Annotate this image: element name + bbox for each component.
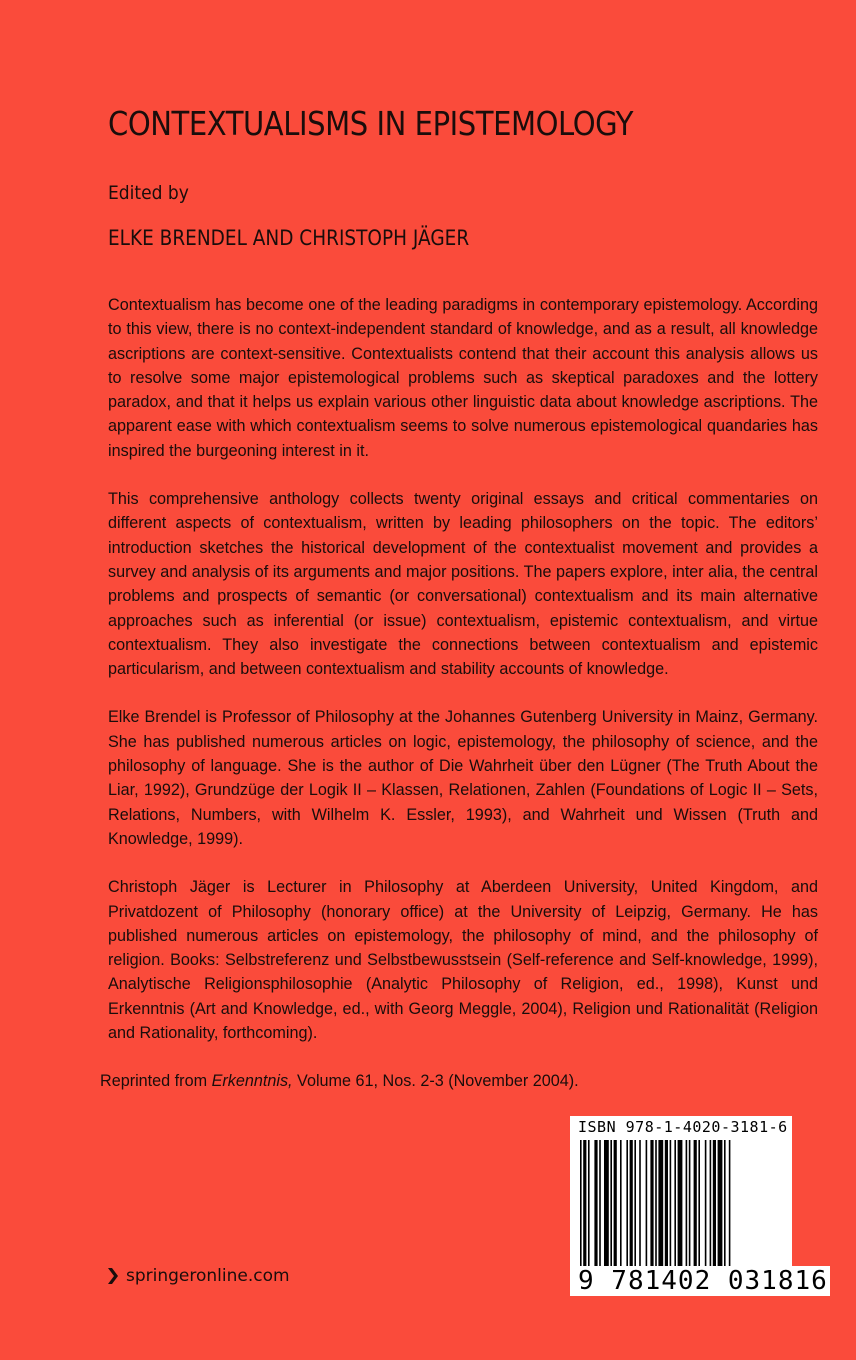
barcode-bar bbox=[674, 1140, 676, 1270]
barcode-bar bbox=[639, 1140, 641, 1270]
barcode-bar bbox=[694, 1140, 697, 1270]
blurb-body bbox=[108, 293, 818, 1069]
bio-paragraph-brendel: Elke Brendel is Professor of Philosophy at the Johannes Gutenberg University in Mainz, Germany. She has published numerous articles on logic, epistemology, the philosophy of science, and the philosophy of language. She is the author of Die Wahrheit über den Lügner (The Truth About the Liar, 1992), Grundzüge der Logik II – Klassen, Relationen, Zahlen (Foundations of Logic II – Sets, Relations, Numbers, with Wilhelm K. Essler, 1993), and Wahrheit und Wissen (Truth and Knowledge, 1999). bbox=[108, 708, 818, 848]
isbn-barcode bbox=[570, 1116, 828, 1296]
reprint-prefix: Reprinted from bbox=[100, 1072, 212, 1090]
barcode-bar bbox=[689, 1140, 691, 1270]
barcode-bar bbox=[630, 1140, 633, 1270]
ean-digits: 9 781402 031816 bbox=[578, 1266, 828, 1296]
edited-by-label: Edited by bbox=[108, 182, 189, 204]
barcode-bar bbox=[580, 1140, 582, 1270]
reprint-journal: Erkenntnis, bbox=[211, 1072, 293, 1090]
publisher-website-label: springeronline.com bbox=[126, 1266, 290, 1286]
book-title: CONTEXTUALISMS IN EPISTEMOLOGY bbox=[108, 104, 634, 143]
blurb-paragraph-intro: Contextualism has become one of the leading paradigms in contemporary epistemology. According to this view, there is no context-independent standard of knowledge, and as a result, all knowledge ascriptions are context-sensitive. Contextualists contend that their account this analysis allows us to resolve some major epistemological problems such as skeptical paradoxes and the lottery paradox, and that it helps us explain various other linguistic data about knowledge ascriptions. The apparent ease with which contextualism seems to solve numerous epistemological quandaries has inspired the burgeoning interest in it. bbox=[108, 296, 818, 460]
bio-paragraph-jaeger: Christoph Jäger is Lecturer in Philosophy at Aberdeen University, United Kingdom, and Privatdozent of Philosophy (honorary office) at the University of Leipzig, Germany. He has published numerous articles on epistemology, the philosophy of mind, and the philosophy of religion. Books: Selbstreferenz und Selbstbewusstsein (Self-reference and Self-knowledge, 1999), Analytische Religionsphilosophie (Analytic Philosophy of Religion, ed., 1998), Kunst und Erkenntnis (Art and Knowledge, ed., with Georg Meggle, 2004), Religion und Rationalität (Religion and Rationality, forthcoming). bbox=[108, 878, 818, 1043]
barcode-bar bbox=[686, 1140, 688, 1270]
barcode-bar bbox=[583, 1140, 586, 1270]
isbn-text: ISBN 978-1-4020-3181-6 bbox=[578, 1118, 788, 1136]
barcode-bar bbox=[658, 1140, 663, 1270]
barcode-bar bbox=[710, 1140, 712, 1270]
barcode-bar bbox=[634, 1140, 636, 1270]
reprint-suffix: Volume 61, Nos. 2-3 (November 2004). bbox=[292, 1072, 579, 1090]
barcode-bar bbox=[724, 1140, 726, 1270]
barcode-bar bbox=[620, 1140, 622, 1270]
barcode-bar bbox=[713, 1140, 716, 1270]
barcode-bars bbox=[580, 1140, 782, 1270]
editors-names: ELKE BRENDEL AND CHRISTOPH JÄGER bbox=[108, 226, 470, 250]
barcode-bar bbox=[705, 1140, 707, 1270]
barcode-bar bbox=[718, 1140, 723, 1270]
barcode-bar bbox=[588, 1140, 590, 1270]
barcode-bar bbox=[646, 1140, 648, 1270]
barcode-bar bbox=[594, 1140, 597, 1270]
barcode-bar bbox=[626, 1140, 628, 1270]
barcode-bar bbox=[650, 1140, 653, 1270]
chevron-right-icon bbox=[108, 1268, 118, 1284]
barcode-bar bbox=[698, 1140, 700, 1270]
barcode-bar bbox=[599, 1140, 601, 1270]
barcode-bar bbox=[670, 1140, 672, 1270]
barcode-bar bbox=[614, 1140, 617, 1270]
blurb-paragraph-anthology: This comprehensive anthology collects twenty original essays and critical commentaries on different aspects of contextualism, written by leading philosophers on the topic. The editors’ introduction sketches the historical development of the contextualist movement and provides a survey and analysis of its arguments and major positions. The papers explore, inter alia, the central problems and prospects of semantic (or conversational) contextualism and its main alternative approaches such as inferential (or issue) contextualism, epistemic contextualism, and virtue contextualism. They also investigate the connections between contextualism and epistemic particularism, and between contextualism and stability accounts of knowledge. bbox=[108, 490, 818, 679]
publisher-website[interactable] bbox=[108, 1266, 290, 1286]
barcode-bar bbox=[678, 1140, 683, 1270]
barcode-bar bbox=[729, 1140, 731, 1270]
barcode-bar bbox=[604, 1140, 609, 1270]
barcode-bar bbox=[610, 1140, 612, 1270]
barcode-bar bbox=[655, 1140, 657, 1270]
reprint-note bbox=[100, 1072, 579, 1091]
barcode-bar bbox=[665, 1140, 668, 1270]
